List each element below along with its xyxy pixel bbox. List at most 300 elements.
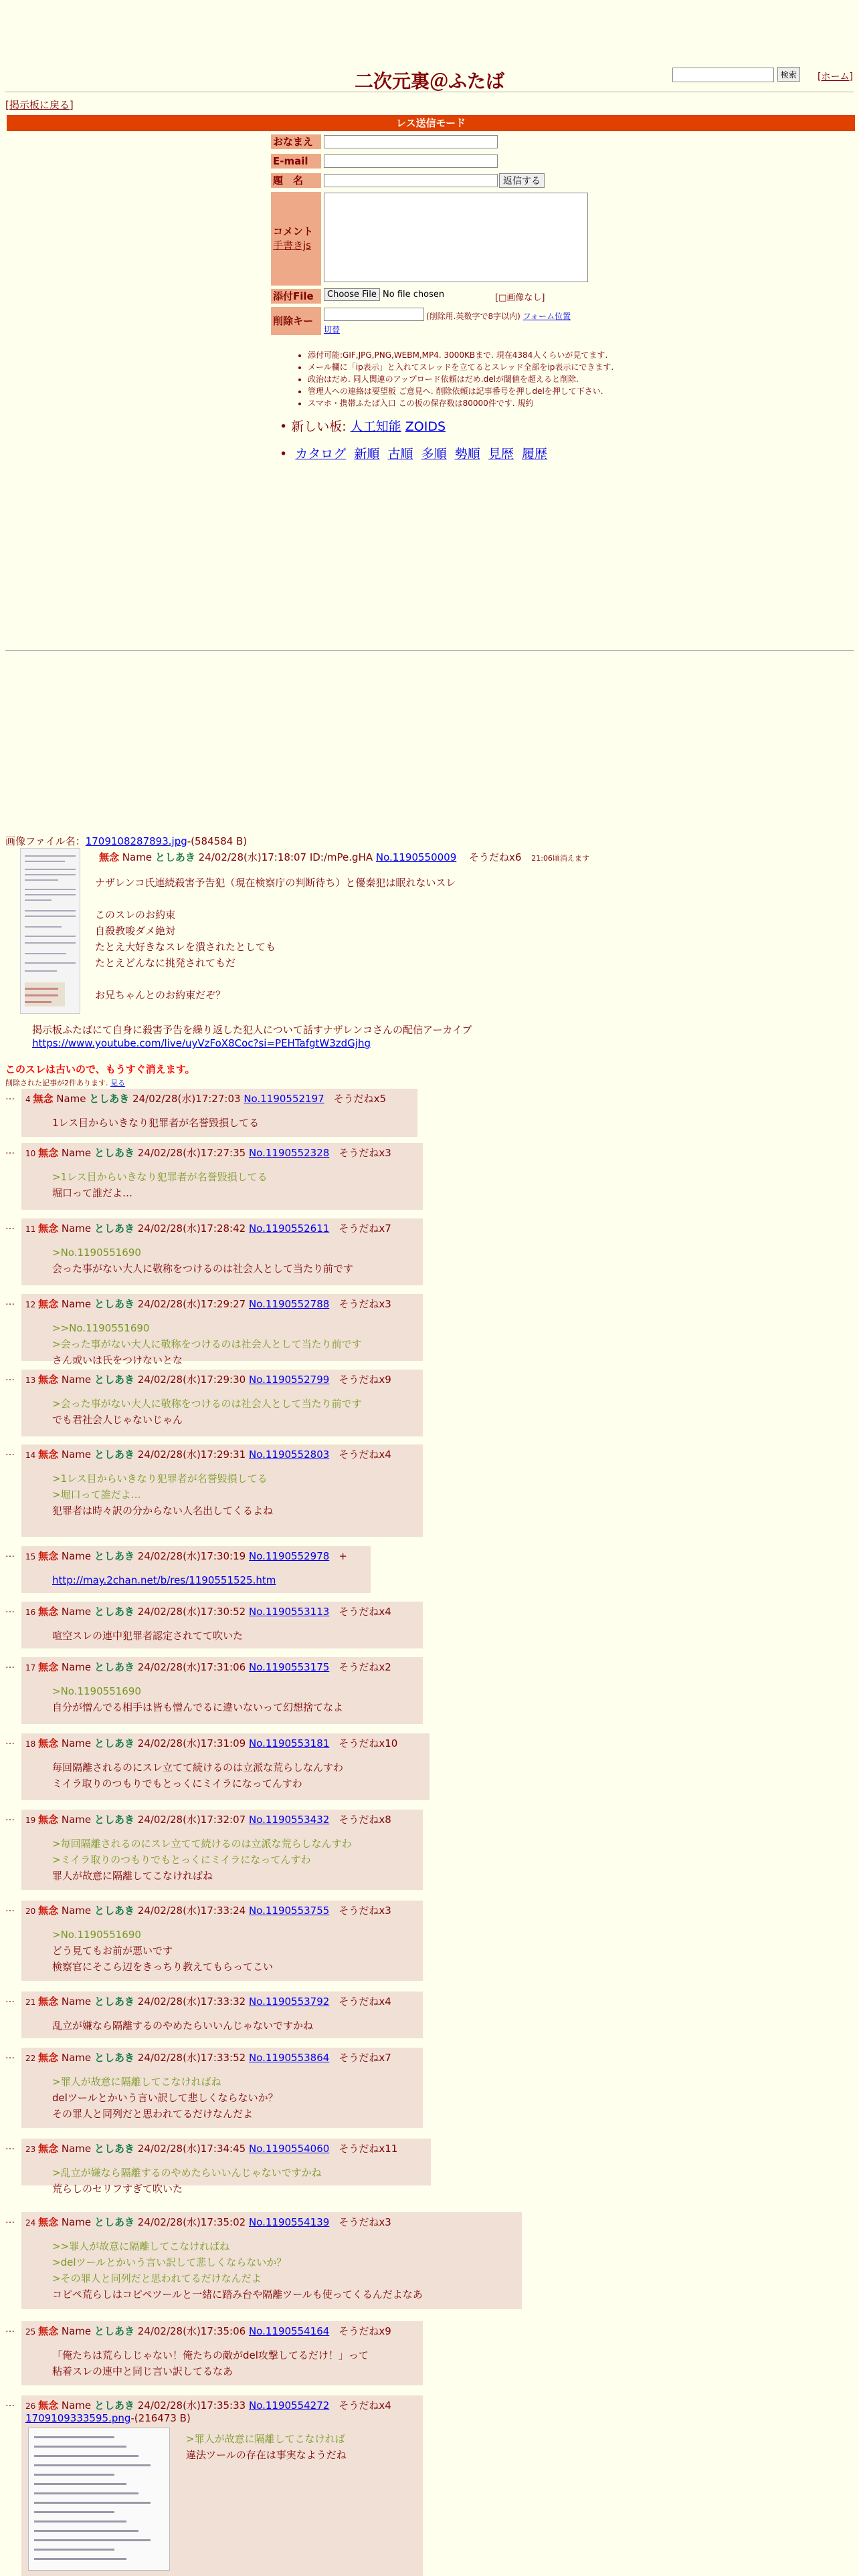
reply-indent-dots: …	[5, 1091, 15, 1102]
reply-subject: 無念	[38, 2216, 59, 2228]
reply-text-line: 会った事がない大人に敬称をつけるのは社会人として当たり前です	[52, 1263, 354, 1275]
reply-quote-line: >罪人が故意に隔離してこなければね	[52, 2076, 221, 2088]
reply-sodane[interactable]: そうだねx3	[339, 1298, 391, 1310]
reply-name-prefix: Name	[61, 2325, 92, 2337]
reply-datetime: 24/02/28(水)17:34:45	[137, 2143, 246, 2155]
reply-text-line: でも君社会人じゃないじゃん	[52, 1414, 183, 1426]
reply-post-number[interactable]: No.1190552197	[244, 1093, 324, 1105]
no-file-text: No file chosen	[383, 290, 445, 300]
op-name: としあき	[155, 851, 195, 863]
new-board-prefix: 新しい板:	[291, 419, 347, 434]
reply-datetime: 24/02/28(水)17:27:03	[132, 1093, 241, 1105]
reply-body	[52, 1836, 419, 1884]
reply-post-number[interactable]: No.1190554272	[248, 2399, 330, 2411]
reply-quote-line: >No.1190551690	[52, 1929, 141, 1941]
reply-text-line: delツールとかいう言い訳して悲しくならないか？	[52, 2092, 278, 2104]
reply-body	[52, 1927, 419, 1975]
reply-name: としあき	[94, 2399, 134, 2411]
reply-datetime: 24/02/28(水)17:30:19	[137, 1550, 246, 1562]
reply-name: としあき	[89, 1093, 130, 1105]
op-line: たとえどんなに挑発されてもだ	[95, 957, 236, 969]
reply-index: 23	[25, 2145, 39, 2154]
reply-sodane[interactable]: そうだねx3	[339, 2216, 391, 2228]
reply-name-prefix: Name	[56, 1093, 86, 1105]
reply-body	[52, 2238, 518, 2302]
post-history-link[interactable]: 履歴	[521, 447, 547, 461]
rule-item: • 管理人への連絡は要望板 ご意見へ. 削除依頼は記事番号を押しdelを押して下さい.	[308, 385, 636, 397]
reply-name: としあき	[94, 1814, 134, 1826]
reply-indent-dots: …	[5, 1447, 15, 1458]
rule-item: • 政治はだめ. 同人関連のアップロード依頼はだめ.delが閾値を超えると削除.	[308, 373, 636, 385]
reply-subject: 無念	[38, 1737, 59, 1749]
reply-text-line: 1レス目からいきなり犯罪者が名誉毀損してる	[52, 1117, 260, 1129]
reply-name-prefix: Name	[61, 2052, 92, 2064]
thumbnail-text-line	[34, 2492, 138, 2494]
reply-name-prefix: Name	[61, 1550, 92, 1562]
reply-index: 11	[25, 1224, 39, 1234]
reply-sodane[interactable]: そうだねx9	[339, 2325, 391, 2337]
page-title: 二次元裏＠ふたば	[354, 70, 504, 92]
reply-text-line: 検察官にそこら辺をきっちり教えてもらってこい	[52, 1961, 274, 1973]
reply-post	[21, 2395, 423, 2576]
reply-post-number[interactable]: No.1190552788	[248, 1298, 330, 1310]
op-line: 自殺教唆ダメ絶対	[95, 925, 176, 937]
reply-mode-banner: レス送信モード	[7, 115, 855, 131]
reply-body	[52, 2074, 419, 2122]
back-to-board-link[interactable]: [掲示板に戻る]	[5, 99, 74, 111]
reply-quote-line: >1レス目からいきなり犯罪者が名誉毀損してる	[52, 1171, 268, 1183]
reply-body	[52, 1169, 419, 1201]
reply-post-number[interactable]: No.1190554060	[248, 2143, 330, 2155]
reply-name-prefix: Name	[61, 1298, 92, 1310]
reply-indent-dots: …	[5, 1812, 15, 1823]
reply-subject: 無念	[38, 2325, 59, 2337]
reply-name-prefix: Name	[61, 1996, 92, 2008]
reply-body	[186, 2431, 419, 2463]
reply-subject: 無念	[38, 1374, 59, 1386]
reply-post-number[interactable]: No.1190553792	[248, 1996, 330, 2008]
reply-body	[52, 2018, 419, 2034]
reply-quote-line: >会った事がない大人に敬称をつけるのは社会人として当たり前です	[52, 1338, 362, 1350]
reply-subject: 無念	[38, 1905, 59, 1917]
sort-new-link[interactable]: 新順	[354, 447, 380, 461]
reply-post	[21, 1901, 423, 1981]
reply-name: としあき	[94, 2052, 134, 2064]
delete-key-label: 削除キー	[271, 307, 321, 335]
reply-name: としあき	[94, 1996, 134, 2008]
new-board-link-zoids[interactable]: ZOIDS	[405, 419, 446, 434]
comment-label-cell	[271, 192, 321, 286]
home-link[interactable]: [ホーム]	[818, 72, 853, 82]
reply-datetime: 24/02/28(水)17:27:35	[137, 1147, 246, 1159]
reply-name-prefix: Name	[61, 1737, 92, 1749]
reply-header	[25, 1736, 425, 1750]
reply-datetime: 24/02/28(水)17:29:27	[137, 1298, 246, 1310]
thumbnail-text-line	[34, 2511, 114, 2513]
reply-header	[25, 1903, 419, 1917]
reply-post-number[interactable]: No.1190552611	[248, 1222, 330, 1235]
reply-post-number[interactable]: No.1190553864	[248, 2052, 330, 2064]
reply-name-prefix: Name	[61, 1905, 92, 1917]
reply-datetime: 24/02/28(水)17:33:52	[137, 2052, 246, 2064]
reply-text-line: 自分が憎んでる相手は皆も憎んでるに違いないって幻想捨てなよ	[52, 1701, 344, 1713]
reply-indent-dots: …	[5, 2215, 15, 2226]
reply-image-thumbnail[interactable]	[28, 2428, 170, 2571]
reply-body	[52, 1245, 419, 1277]
reply-sodane[interactable]: そうだねx8	[339, 1814, 391, 1826]
show-deleted-link[interactable]: 見る	[110, 1079, 125, 1087]
reply-body	[52, 2165, 427, 2197]
reply-name: としあき	[94, 1737, 134, 1749]
op-thumbnail[interactable]	[20, 848, 80, 1014]
reply-index: 10	[25, 1149, 39, 1158]
reply-text-line: 乱立が嫌なら隔離するのやめたらいいんじゃないですかね	[52, 2020, 314, 2032]
catalog-link[interactable]: カタログ	[295, 447, 347, 461]
delete-key-note-text: (削除用.英数字で8字以内)	[426, 312, 520, 321]
file-label: 添付File	[271, 289, 321, 304]
reply-indent-dots: …	[5, 1549, 15, 1560]
email-field[interactable]	[324, 154, 498, 168]
reply-post-number[interactable]: No.1190552328	[248, 1147, 330, 1159]
reply-subject: 無念	[38, 1448, 59, 1461]
new-board-row: • 新しい板: 人工知能 ZOIDS	[280, 419, 446, 434]
reply-body	[52, 1396, 419, 1428]
reply-name: としあき	[94, 2216, 134, 2228]
reply-datetime: 24/02/28(水)17:35:06	[137, 2325, 246, 2337]
reply-name-prefix: Name	[61, 2143, 92, 2155]
reply-index: 12	[25, 1300, 39, 1309]
reply-body	[52, 1759, 425, 1792]
reply-index: 15	[25, 1552, 39, 1562]
reply-text-line: 「俺たちは荒らしじゃない！俺たちの敵がdel攻撃してるだけ！」って	[52, 2349, 369, 2361]
reply-datetime: 24/02/28(水)17:33:24	[137, 1905, 246, 1917]
reply-indent-dots: …	[5, 1221, 15, 1232]
sort-many-link[interactable]: 多順	[421, 447, 447, 461]
reply-sodane[interactable]: そうだねx7	[339, 2052, 391, 2064]
reply-file-size: -(216473 B)	[130, 2412, 191, 2424]
catalog-nav: • カタログ 新順 古順 多順 勢順 見歴 履歴	[280, 447, 547, 461]
op-body	[95, 875, 456, 1003]
reply-indent-dots: …	[5, 2050, 15, 2061]
reply-index: 26	[25, 2401, 39, 2411]
op-file-prefix: 画像ファイル名：	[5, 835, 86, 847]
reply-subject: 無念	[38, 2143, 59, 2155]
reply-header	[25, 1372, 419, 1386]
expire-warning: このスレは古いので、もうすぐ消えます。	[5, 1063, 195, 1075]
form-position-link[interactable]: フォーム位置	[522, 312, 571, 321]
search-input[interactable]	[672, 68, 774, 82]
reply-post	[21, 1810, 423, 1890]
reply-quote-line: >>罪人が故意に隔離してこなければね	[52, 2240, 230, 2252]
delete-key-note	[426, 310, 571, 322]
reply-index: 21	[25, 1998, 39, 2007]
op-expire: 21:06頃消えます	[531, 854, 589, 863]
reply-name: としあき	[94, 1606, 134, 1618]
reply-index: 13	[25, 1376, 39, 1385]
reply-datetime: 24/02/28(水)17:35:33	[137, 2399, 246, 2411]
reply-post	[21, 1602, 423, 1648]
reply-sodane[interactable]: そうだねx11	[339, 2143, 398, 2155]
reply-subject: 無念	[38, 2399, 59, 2411]
thumbnail-text-line	[34, 2539, 151, 2541]
reply-header	[25, 1221, 419, 1235]
reply-post-number[interactable]: No.1190553181	[248, 1737, 330, 1749]
reply-name-prefix: Name	[61, 1147, 92, 1159]
reply-body	[52, 1320, 419, 1368]
reply-post	[21, 1089, 417, 1137]
reply-quote-line: >罪人が故意に隔離してこなければ	[186, 2433, 345, 2445]
reply-header	[25, 1994, 419, 2008]
reply-header	[25, 2141, 427, 2155]
rule-item: • スマホ・携帯ふたば入口 この板の保存数は80000件です. 規約	[308, 397, 636, 409]
reply-datetime: 24/02/28(水)17:35:02	[137, 2216, 246, 2228]
reply-body	[52, 2347, 419, 2379]
reply-sodane[interactable]: そうだねx2	[339, 1661, 391, 1673]
reply-post-number[interactable]: No.1190552803	[248, 1448, 330, 1461]
reply-quote-line: >毎回隔離されるのにスレ立てて続けるのは立派な荒らしなんすわ	[52, 1838, 352, 1850]
reply-post	[21, 2139, 431, 2195]
reply-name: としあき	[94, 1448, 134, 1461]
reply-subject: 無念	[38, 1996, 59, 2008]
sort-old-link[interactable]: 古順	[387, 447, 413, 461]
reply-quote-line: >乱立が嫌なら隔離するのやめたらいいんじゃないですかね	[52, 2167, 322, 2179]
reply-subject: 無念	[38, 1661, 59, 1673]
reply-text-line: 粘着スレの連中と同じ言い訳してるなあ	[52, 2365, 233, 2377]
search-button[interactable]: 検索	[777, 67, 800, 82]
reply-file-link[interactable]: 1709109333595.png	[25, 2412, 131, 2424]
reply-indent-dots: …	[5, 2324, 15, 2335]
reply-indent-dots: …	[5, 1146, 15, 1156]
reply-name-prefix: Name	[61, 1222, 92, 1235]
comment-textarea[interactable]	[324, 193, 588, 282]
reply-header	[25, 2398, 419, 2412]
op-line: お兄ちゃんとのお約束だぞ？	[95, 989, 226, 1001]
reply-indent-dots: …	[5, 2398, 15, 2409]
op-subject: 無念	[99, 851, 120, 863]
reply-quote-line: >No.1190551690	[52, 1247, 141, 1259]
reply-post-number[interactable]: No.1190553175	[248, 1661, 330, 1673]
file-picker[interactable]	[324, 290, 444, 300]
reply-index: 16	[25, 1608, 39, 1617]
reply-sodane[interactable]: そうだねx5	[333, 1093, 387, 1105]
reply-header	[25, 1604, 419, 1618]
reply-header	[25, 2050, 419, 2064]
reply-name: としあき	[94, 1550, 134, 1562]
op-line: ナザレンコ氏連続殺害予告犯（現在検察庁の判断待ち）と優秦犯は眠れないスレ	[95, 877, 456, 889]
reply-post-number[interactable]: No.1190553755	[248, 1905, 330, 1917]
reply-quote-line: >その罪人と同列だと思われてるだけなんだよ	[52, 2272, 262, 2284]
deleted-note-text: 削除された記事が2件あります.	[5, 1079, 108, 1087]
reply-subject: 無念	[33, 1093, 54, 1105]
reply-index: 20	[25, 1907, 39, 1916]
reply-text-line: さん或いは氏をつけないとな	[52, 1354, 183, 1366]
subject-field[interactable]	[324, 174, 498, 187]
view-history-link[interactable]: 見歴	[488, 447, 514, 461]
reply-sodane[interactable]: そうだねx9	[339, 1374, 391, 1386]
reply-indent-dots: …	[5, 1736, 15, 1747]
reply-sodane[interactable]: そうだねx4	[339, 1448, 391, 1461]
reply-name: としあき	[94, 1661, 134, 1673]
reply-text-line: ミイラ取りのつもりでもとっくにミイラになってんすわ	[52, 1778, 302, 1790]
reply-sodane[interactable]: そうだねx4	[339, 2399, 391, 2411]
thumbnail-text-line	[34, 2446, 126, 2448]
thumbnail-text-line	[34, 2436, 114, 2438]
reply-indent-dots: …	[5, 1604, 15, 1615]
reply-subject: 無念	[38, 2052, 59, 2064]
reply-index: 14	[25, 1451, 39, 1460]
reply-name: としあき	[94, 1374, 134, 1386]
reply-quote-line: >ミイラ取りのつもりでもとっくにミイラになってんすわ	[52, 1854, 311, 1866]
submit-reply-button[interactable]: 返信する	[499, 173, 545, 188]
reply-quote-line: >堀口って誰だよ…	[52, 1489, 141, 1501]
email-label: E-mail	[271, 154, 321, 169]
op-archive-link[interactable]: https://www.youtube.com/live/uyVzFoX8Coc?si=PEHTafgtW3zdGjhg	[32, 1037, 371, 1049]
reply-post-number[interactable]: No.1190553113	[248, 1606, 330, 1618]
reply-text-line: その罪人と同列だと思われてるだけなんだよ	[52, 2108, 254, 2120]
reply-sodane[interactable]: +	[339, 1550, 347, 1562]
reply-sodane[interactable]: そうだねx3	[339, 1905, 391, 1917]
delete-key-field[interactable]	[324, 308, 424, 321]
reply-name: としあき	[94, 1147, 134, 1159]
reply-header	[25, 2324, 419, 2338]
op-sodane[interactable]: そうだねx6	[469, 851, 522, 863]
reply-text-line: 犯罪者は時々訳の分からない人名出してくるよね	[52, 1505, 274, 1517]
reply-post	[21, 2321, 423, 2385]
reply-text-line: 毎回隔離されるのにスレ立てて続けるのは立派な荒らしなんすわ	[52, 1761, 344, 1774]
handwrite-link[interactable]: 手書きjs	[273, 239, 311, 251]
reply-datetime: 24/02/28(水)17:31:06	[137, 1661, 246, 1673]
reply-post	[21, 2212, 522, 2309]
reply-index: 19	[25, 1816, 39, 1825]
sort-momentum-link[interactable]: 勢順	[454, 447, 480, 461]
reply-sodane[interactable]: そうだねx10	[339, 1737, 398, 1749]
reply-sodane[interactable]: そうだねx3	[339, 1147, 391, 1159]
comment-label: コメント	[273, 225, 314, 237]
reply-subject: 無念	[38, 1298, 59, 1310]
reply-quote-line: >No.1190551690	[52, 1685, 141, 1697]
op-line	[95, 971, 456, 987]
reply-datetime: 24/02/28(水)17:33:32	[137, 1996, 246, 2008]
reply-post	[21, 1657, 423, 1724]
thumbnail-text-line	[34, 2474, 114, 2476]
reply-indent-dots: …	[5, 1903, 15, 1914]
reply-subject: 無念	[38, 1222, 59, 1235]
reply-name: としあき	[94, 2325, 134, 2337]
reply-post-number[interactable]: No.1190554164	[248, 2325, 330, 2337]
op-line: このスレのお約束	[95, 909, 176, 921]
reply-header	[25, 1812, 419, 1826]
reply-datetime: 24/02/28(水)17:31:09	[137, 1737, 246, 1749]
reply-post	[21, 1294, 423, 1366]
reply-quote-line: >>No.1190551690	[52, 1322, 150, 1334]
reply-post	[21, 1444, 423, 1537]
reply-quote-line: >会った事がない大人に敬称をつけるのは社会人として当たり前です	[52, 1398, 362, 1410]
reply-text-line: 荒らしのセリフすぎて吹いた	[52, 2183, 183, 2195]
reply-post	[21, 1218, 423, 1285]
reply-link[interactable]: http://may.2chan.net/b/res/1190551525.htm	[52, 1574, 276, 1586]
reply-text-line: どう見てもお前が悪いです	[52, 1945, 173, 1957]
rule-item: • メール欄に「ip表示」と入れてスレッドを立てるとスレッド全部をip表示にできます.	[308, 361, 636, 373]
op-post-number[interactable]: No.1190550009	[375, 851, 457, 863]
reply-datetime: 24/02/28(水)17:29:30	[137, 1374, 246, 1386]
reply-text-line: コピペ荒らしはコピペツールと一緒に踏み台や隔離ツールも使ってくるんだよなあ	[52, 2288, 423, 2300]
reply-post	[21, 1733, 430, 1800]
thumbnail-text-line	[34, 2549, 114, 2551]
reply-datetime: 24/02/28(水)17:30:52	[137, 1606, 246, 1618]
reply-body	[52, 1115, 413, 1131]
reply-post	[21, 2048, 423, 2128]
reply-header	[25, 1091, 413, 1105]
reply-text-line: 堀口って誰だよ…	[52, 1187, 133, 1199]
reply-name-prefix: Name	[61, 1606, 92, 1618]
reply-header	[25, 1447, 419, 1461]
reply-post-number[interactable]: No.1190552978	[248, 1550, 330, 1562]
reply-text-line: 違法ツールの存在は事実なようだね	[186, 2449, 347, 2461]
reply-name: としあき	[94, 1298, 134, 1310]
reply-body	[52, 1683, 419, 1715]
toggle-link[interactable]: 切替	[324, 325, 341, 334]
reply-body	[52, 1628, 419, 1644]
reply-quote-line: >1レス目からいきなり犯罪者が名誉毀損してる	[52, 1473, 268, 1485]
reply-sodane[interactable]: そうだねx4	[339, 1996, 391, 2008]
reply-text-line: 喧空スレの連中犯罪者認定されてて吹いた	[52, 1630, 244, 1642]
section-divider	[5, 650, 854, 651]
reply-post-number[interactable]: No.1190553432	[248, 1814, 330, 1826]
op-file-link[interactable]: 1709108287893.jpg	[85, 835, 187, 847]
op-file-info	[5, 834, 247, 848]
reply-subject: 無念	[38, 1550, 59, 1562]
thumbnail-text-line	[34, 2464, 151, 2466]
reply-subject: 無念	[38, 1147, 59, 1159]
reply-indent-dots: …	[5, 2141, 15, 2152]
rule-item: • 添付可能:GIF,JPG,PNG,WEBM,MP4. 3000KBまで. 現在4384人くらいが見てます.	[308, 349, 636, 361]
rules-list	[281, 349, 636, 409]
op-file-size: -(584584 B)	[187, 835, 248, 847]
reply-sodane[interactable]: そうだねx4	[339, 1606, 391, 1618]
name-field[interactable]	[324, 135, 498, 148]
no-image-checkbox[interactable]: [□画像なし]	[495, 293, 545, 303]
name-label: おなまえ	[271, 134, 321, 149]
reply-post	[21, 1992, 423, 2038]
reply-name-prefix: Name	[61, 1661, 92, 1673]
op-archive-text: 掲示板ふたばにて自身に殺害予告を繰り返した犯人について話すナザレンコさんの配信アーカイブ	[32, 1024, 472, 1036]
reply-file-info	[25, 2412, 419, 2424]
deleted-note	[5, 1077, 125, 1088]
reply-index: 17	[25, 1663, 39, 1673]
reply-datetime: 24/02/28(水)17:32:07	[137, 1814, 246, 1826]
reply-post-number[interactable]: No.1190552799	[248, 1374, 330, 1386]
reply-indent-dots: …	[5, 1297, 15, 1307]
reply-indent-dots: …	[5, 1660, 15, 1671]
reply-post-number[interactable]: No.1190554139	[248, 2216, 330, 2228]
reply-subject: 無念	[38, 1606, 59, 1618]
reply-name-prefix: Name	[61, 1374, 92, 1386]
choose-file-button[interactable]: Choose File	[324, 288, 380, 301]
thumbnail-text-line	[34, 2558, 126, 2560]
reply-post	[21, 1546, 371, 1593]
reply-name-prefix: Name	[61, 1814, 92, 1826]
reply-name: としあき	[94, 1222, 134, 1235]
search-box	[672, 67, 800, 82]
new-board-link-ai[interactable]: 人工知能	[350, 419, 401, 434]
op-datetime: 24/02/28(水)17:18:07 ID:/mPe.gHA	[198, 851, 373, 863]
reply-text-line: 罪人が故意に隔離してこなければね	[52, 1870, 213, 1882]
reply-header	[25, 1146, 419, 1160]
reply-name-prefix: Name	[61, 2216, 92, 2228]
reply-sodane[interactable]: そうだねx7	[339, 1222, 391, 1235]
reply-body	[52, 1572, 367, 1588]
reply-quote-line: >delツールとかいう言い訳して悲しくならないか？	[52, 2256, 287, 2268]
